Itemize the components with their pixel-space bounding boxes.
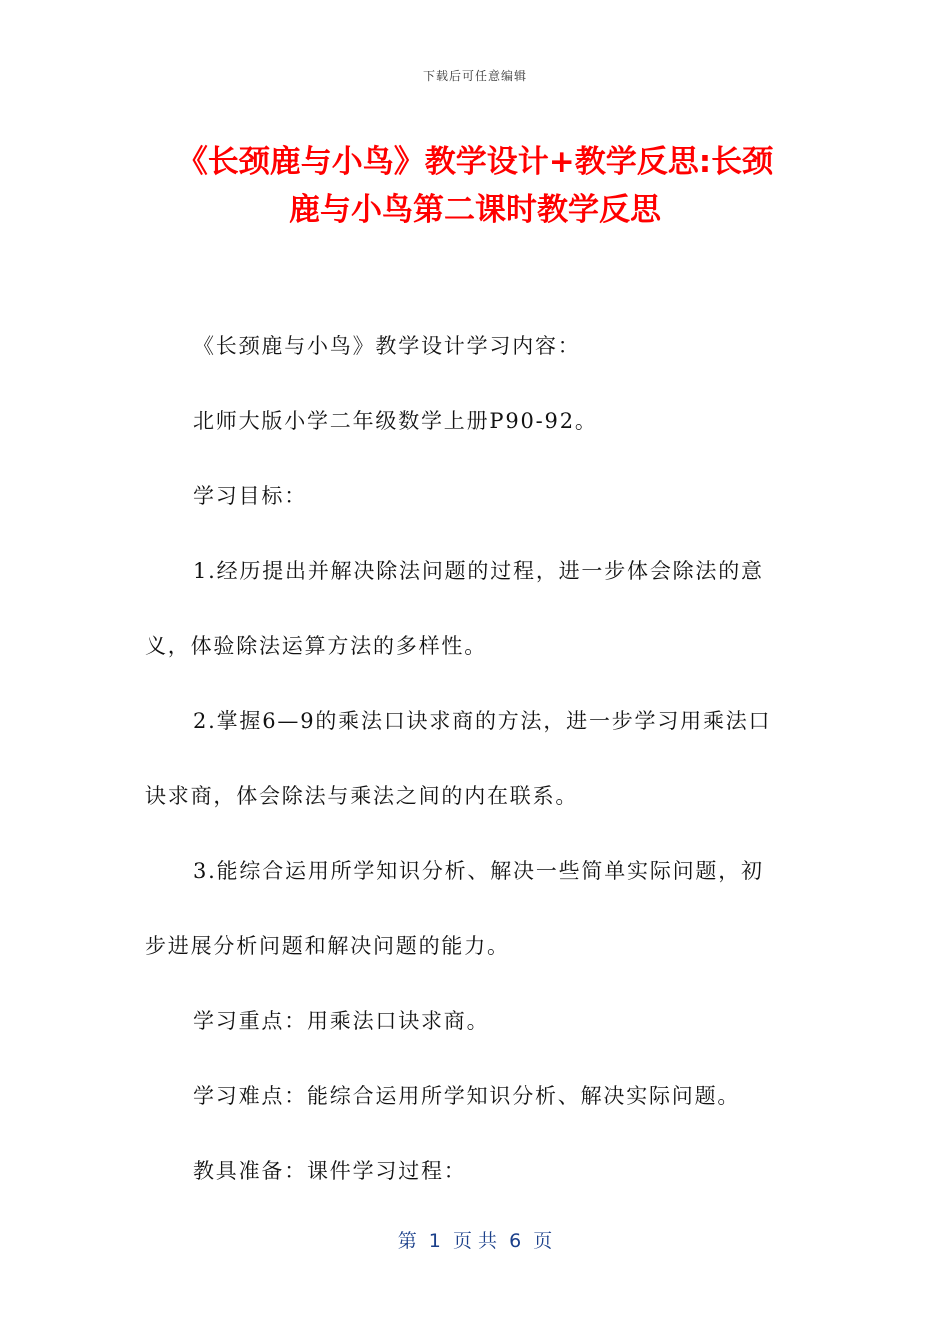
paragraph-key-point: 学习重点：用乘法口诀求商。 <box>193 1009 490 1033</box>
paragraph-objective-2-line-1: 2.掌握6—9的乘法口诀求商的方法，进一步学习用乘法口 <box>193 709 772 733</box>
paragraph-objective-1-line-2: 义，体验除法运算方法的多样性。 <box>145 634 487 658</box>
document-title-line-2: 鹿与小鸟第二课时教学反思 <box>289 192 661 228</box>
paragraph-learning-content: 《长颈鹿与小鸟》教学设计学习内容： <box>193 334 581 358</box>
page-number-footer: 第 1 页 共 6 页 <box>397 1230 553 1252</box>
document-title-line-1: 《长颈鹿与小鸟》教学设计+教学反思:长颈 <box>176 144 774 180</box>
paragraph-difficulty: 学习难点：能综合运用所学知识分析、解决实际问题。 <box>193 1084 741 1108</box>
paragraph-materials: 教具准备：课件学习过程： <box>193 1159 467 1183</box>
paragraph-textbook: 北师大版小学二年级数学上册P90-92。 <box>193 409 598 433</box>
document-title <box>140 138 810 234</box>
paragraph-objective-2-line-2: 诀求商，体会除法与乘法之间的内在联系。 <box>145 784 579 808</box>
header-note: 下载后可任意编辑 <box>422 69 527 83</box>
paragraph-objective-3-line-1: 3.能综合运用所学知识分析、解决一些简单实际问题，初 <box>193 859 764 883</box>
paragraph-objective-1-line-1: 1.经历提出并解决除法问题的过程，进一步体会除法的意 <box>193 559 764 583</box>
paragraph-objectives-heading: 学习目标： <box>193 484 307 508</box>
paragraph-objective-3-line-2: 步进展分析问题和解决问题的能力。 <box>145 934 510 958</box>
